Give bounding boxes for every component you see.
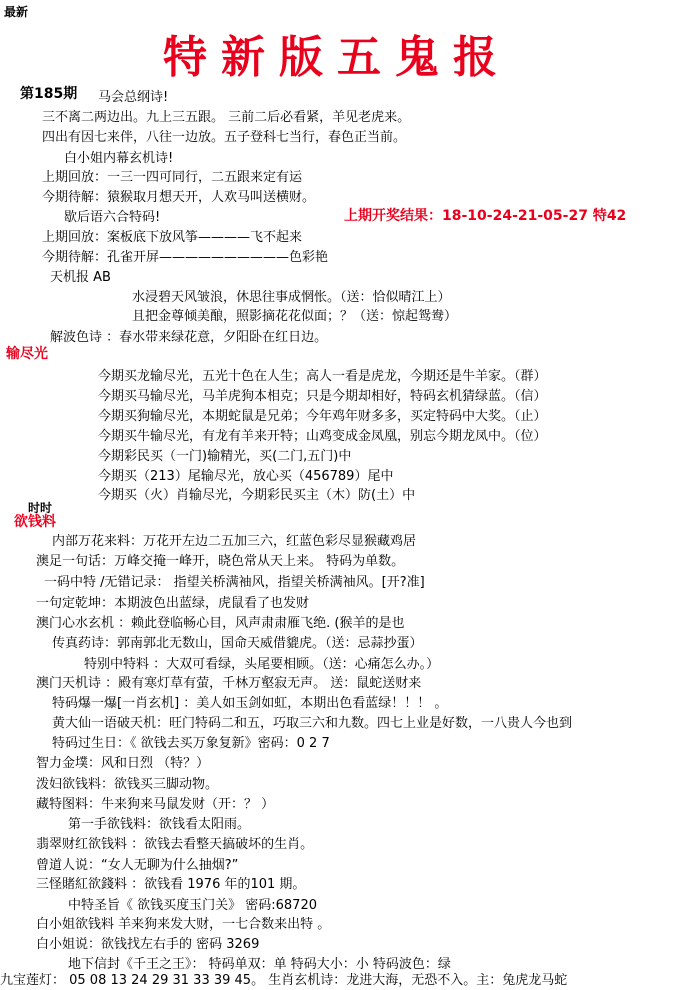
clue-line: 中特圣旨《 欲钱买度玉门关》 密码:68720: [68, 898, 317, 913]
poem-line: 三不离二两边出。九上三五跟。 三前二后必看紧，羊见老虎来。: [42, 110, 411, 125]
clue-line: 一句定乾坤：本期波色出蓝绿，虎鼠看了也发财: [36, 596, 310, 611]
poem-line: 四出有因七来伴，八往一边放。五子登科七当行，春色正当前。: [42, 130, 407, 145]
clue-line: 特别中特料 ：大双可看绿，头尾要相顾。（送：心痛怎么办。）: [84, 657, 440, 672]
clue-line: 泼妇欲钱料：欲钱买三脚动物。: [36, 777, 219, 792]
section-heading-shujinguang: 输尽光: [6, 346, 48, 362]
poem-line: 今期待解：猿猴取月想天开，人欢马叫送横财。: [42, 190, 316, 205]
loss-line: 今期彩民买（一门)输精光，买(二门,五门)中: [98, 449, 352, 464]
poem-line: 且把金尊倾美酿，照影摘花花似面；？（送：惊起鸳鸯）: [132, 309, 458, 324]
clue-line: 九宝莲灯： 05 08 13 24 29 31 33 39 45。 生肖玄机诗：龙进大海，无恐不入。主：兔虎龙马蛇: [0, 973, 568, 988]
clue-line: 藏特图料：牛来狗来马鼠发财（开：？ ）: [36, 797, 275, 812]
clue-line: 白小姐说：欲钱找左右手的 密码 3269: [36, 937, 260, 952]
loss-line: 今期买（213）尾输尽光，放心买（456789）尾中: [98, 469, 394, 484]
section-heading-yuqianliao: 欲钱料: [14, 514, 56, 530]
clue-line: 澳门心水玄机 ：赖此登临畅心目，风声肃肃雁飞绝. (猴羊的是也: [36, 616, 405, 631]
clue-line: 第一手欲钱料：欲钱看太阳雨。: [68, 817, 251, 832]
color-poem: 解波色诗 ：春水带来绿花意，夕阳卧在红日边。: [50, 330, 328, 345]
clue-line: 澳门天机诗 ：殿有寒灯草有萤，千林万壑寂无声。 送：鼠蛇送财来: [36, 676, 422, 691]
clue-line: 地下信封《千王之王》： 特码单双：单 特码大小：小 特码波色：绿: [68, 957, 451, 972]
latest-label: 最新: [4, 5, 29, 19]
clue-line: 白小姐欲钱料 羊来狗来发大财，一七合数来出特 。: [36, 917, 331, 932]
clue-line: 一码中特 /无错记录： 指望关桥满袖风，指望关桥满袖风。[开?准]: [44, 575, 425, 590]
loss-line: 今期买马输尽光，马羊虎狗本相克；只是今期却相好，特码玄机猜绿蓝。（信）: [98, 389, 547, 404]
clue-line: 曾道人说：“女人无聊为什么抽烟?”: [36, 858, 239, 873]
riddle-line: 上期回放：案板底下放风筝————飞不起来: [42, 230, 303, 245]
last-draw-result: 上期开奖结果：18-10-24-21-05-27 特42: [344, 208, 627, 224]
section-heading-tianjibao: 天机报 AB: [50, 270, 111, 285]
section-heading-xiehouyu: 歇后语六合特码!: [64, 210, 161, 225]
page-title: 特新版五鬼报: [163, 32, 511, 83]
loss-line: 今期买牛输尽光，有龙有羊来开特；山鸡变成金凤凰，别忘今期龙凤中。（位）: [98, 429, 547, 444]
section-heading-shishi: 时时: [28, 501, 53, 515]
section-heading-xuanji: 白小姐内幕玄机诗!: [64, 151, 174, 166]
clue-line: 智力金墣：风和日烈 （特？）: [36, 756, 210, 771]
clue-line: 内部万花来料：万花开左边二五加三六，红蓝色彩尽显猴藏鸡居: [52, 534, 417, 549]
poem-line: 上期回放：一三一四可同行，二五跟来定有运: [42, 170, 303, 185]
clue-line: 黄大仙一语破天机：旺门特码二和五，巧取三六和九数。四七上业是好数，一八贵人今也到: [52, 716, 573, 731]
loss-line: 今期买（火）肖输尽光，今期彩民买主（木）防(土）中: [98, 488, 416, 503]
issue-number: 第185期: [20, 86, 78, 102]
clue-line: 特码过生日：《 欲钱去买万象复新》密码：0 2 7: [52, 736, 330, 751]
clue-line: 特码爆一爆[一肖玄机] ：美人如玉剑如虹，本期出色看蓝绿！！！ 。: [52, 696, 448, 711]
riddle-line: 今期待解：孔雀开屏——————————色彩艳: [42, 250, 329, 265]
clue-line: 翡翠财红欲钱料 ：欲钱去看整天搞破坏的生肖。: [36, 837, 314, 852]
clue-line: 三怪賭紅欲錢料 ：欲钱看 1976 年的101 期。: [36, 877, 306, 892]
section-heading-zonggang: 马会总纲诗!: [98, 90, 169, 105]
clue-line: 澳足一句话：万峰交掩一峰开，晓色常从天上来。 特码为单数。: [36, 554, 405, 569]
loss-line: 今期买龙输尽光，五光十色在人生；高人一看是虎龙，今期还是牛羊家。（群）: [98, 369, 547, 384]
loss-line: 今期买狗输尽光，本期蛇鼠是兄弟；今年鸡年财多多，买定特码中大奖。（止）: [98, 409, 547, 424]
clue-line: 传真药诗：郭南郭北无数山，国命天威借貔虎。（送：忌蒜抄蛋）: [52, 636, 423, 651]
poem-line: 水浸碧天风皱浪，休思往事成惘怅。（送：恰似晴江上）: [132, 290, 451, 305]
